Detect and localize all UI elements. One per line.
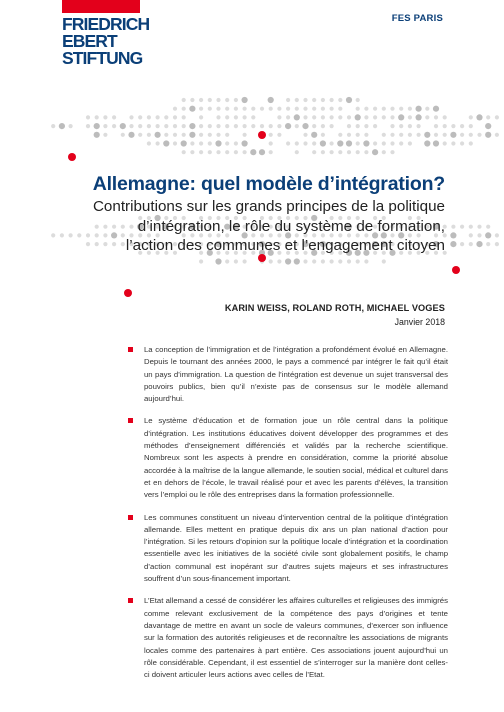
pattern-dot (269, 133, 273, 137)
pattern-dot (372, 149, 378, 155)
pattern-dot (433, 140, 439, 146)
pattern-dot (398, 114, 404, 120)
pattern-dot (312, 115, 316, 119)
pattern-dot (469, 141, 473, 145)
pattern-dot (330, 107, 334, 111)
pattern-dot (347, 259, 351, 263)
pattern-dot (434, 133, 438, 137)
pattern-dot (199, 98, 203, 102)
pattern-dot (382, 133, 386, 137)
red-square-bullet-icon (128, 418, 133, 423)
pattern-dot (173, 115, 177, 119)
pattern-dot (147, 133, 151, 137)
pattern-dot (155, 132, 161, 138)
pattern-dot (295, 107, 299, 111)
pattern-dot (443, 141, 447, 145)
pattern-dot (129, 115, 133, 119)
pattern-dot (485, 132, 491, 138)
summary-text: Les communes constituent un niveau d’intervention central de la politique d’intégration allemande. Elles mettent en pratique depuis dix ans un plan national d’action pour l’intégration. Si les retours d’opinion sur la politique locale d’intégration et la coordination essentielle avec les initiatives de la société civile sont globalement positifs, le champ d’action communal est inopérant sur d’autres sujets majeurs et ses infrastructures souffrent d’un sous-financement important. (144, 512, 448, 584)
summary-item (128, 344, 448, 405)
pattern-dot (460, 225, 464, 229)
pattern-dot (277, 115, 281, 119)
pattern-dot (286, 107, 290, 111)
pattern-dot-red (452, 266, 460, 274)
pattern-dot (225, 124, 229, 128)
pattern-dot (469, 225, 473, 229)
pattern-dot (156, 115, 160, 119)
pattern-dot (208, 107, 212, 111)
pattern-dot (363, 140, 369, 146)
pattern-dot (382, 259, 386, 263)
pattern-dot (190, 98, 194, 102)
pattern-dot (234, 141, 238, 145)
pattern-dot (269, 107, 273, 111)
pattern-dot (138, 124, 142, 128)
pattern-dot (138, 115, 142, 119)
pattern-dot (269, 259, 273, 263)
pattern-dot (434, 115, 438, 119)
pattern-dot (199, 107, 203, 111)
pattern-dot (356, 259, 360, 263)
pattern-dot (460, 124, 464, 128)
pattern-dot (208, 98, 212, 102)
pattern-dot (295, 98, 299, 102)
subtitle-line-2: d’intégration, le rôle du système de formation, (137, 217, 445, 235)
pattern-dot (173, 133, 177, 137)
pattern-dot (215, 258, 221, 264)
pattern-dot (242, 140, 248, 146)
pattern-dot (121, 133, 125, 137)
pattern-dot (495, 233, 499, 237)
pattern-dot (208, 141, 212, 145)
pattern-dot (286, 98, 290, 102)
pattern-dot (382, 107, 386, 111)
pattern-dot (199, 150, 203, 154)
pattern-dot (399, 141, 403, 145)
pattern-dot (330, 115, 334, 119)
pattern-dot (156, 141, 160, 145)
pattern-dot (443, 124, 447, 128)
pattern-dot (302, 123, 308, 129)
pattern-dot (355, 114, 361, 120)
pattern-dot (416, 106, 422, 112)
pattern-dot (243, 259, 247, 263)
pattern-dot-red (68, 153, 76, 161)
pattern-dot (434, 124, 438, 128)
pattern-dot (450, 232, 456, 238)
pattern-dot (269, 124, 273, 128)
pattern-dot (320, 140, 326, 146)
pattern-dot (373, 141, 377, 145)
pattern-dot (277, 259, 281, 263)
pattern-dot (95, 115, 99, 119)
pattern-dot (225, 115, 229, 119)
pattern-dot (69, 124, 73, 128)
pattern-dot (242, 97, 248, 103)
pattern-dot (469, 242, 473, 246)
pattern-dot (156, 124, 160, 128)
pattern-dot (251, 115, 255, 119)
pattern-dot (330, 98, 334, 102)
summary-text: L’Etat allemand a cessé de considérer les affaires culturelles et religieuses des immigrés comme relevant exclusivement de la compétence des pays d’origines et tente davantage de mettre en avant un socle de valeurs communes, d’exercer son influence sur la formation des autorités religieuses et de reconnaître les associations de migrants locales comme des partenaires à part entière. Ces associations jouent aujourd’hui un rôle considérable. Cependant, il est essentiel de s’interroger sur la manière dont celles-ci doivent articuler leurs actions avec celles de l’Etat. (144, 596, 448, 680)
pattern-dot (495, 133, 499, 137)
pattern-dot (346, 97, 352, 103)
pattern-dot (147, 115, 151, 119)
pattern-dot (408, 141, 412, 145)
pattern-dot (330, 259, 334, 263)
pattern-dot (312, 107, 316, 111)
pattern-dot (443, 115, 447, 119)
pattern-dot (259, 149, 265, 155)
pattern-dot (347, 115, 351, 119)
pattern-dot (451, 141, 455, 145)
pattern-dot (311, 132, 317, 138)
pattern-dot (469, 115, 473, 119)
pattern-dot (424, 132, 430, 138)
office-label: FES PARIS (391, 13, 443, 24)
pattern-dot (364, 124, 368, 128)
pattern-dot (303, 133, 307, 137)
pattern-dot (295, 124, 299, 128)
pattern-dot (356, 98, 360, 102)
pattern-dot (321, 133, 325, 137)
pattern-dot (321, 150, 325, 154)
pattern-dot (399, 124, 403, 128)
pattern-dot (199, 133, 203, 137)
pattern-dot (164, 115, 168, 119)
pattern-dot (216, 133, 220, 137)
pattern-dot (94, 132, 100, 138)
pattern-dot (312, 150, 316, 154)
pattern-dot (243, 133, 247, 137)
pattern-dot (476, 241, 482, 247)
pattern-dot (182, 98, 186, 102)
pattern-dot (390, 124, 394, 128)
pattern-dot-red (258, 131, 266, 139)
pattern-dot (486, 115, 490, 119)
pattern-dot (199, 115, 203, 119)
summary-item (128, 512, 448, 586)
pattern-dot (364, 150, 368, 154)
pattern-dot (450, 241, 456, 247)
pattern-dot (234, 124, 238, 128)
pattern-dot (189, 123, 195, 129)
pattern-dot (147, 124, 151, 128)
pattern-dot (286, 115, 290, 119)
pattern-dot (243, 115, 247, 119)
pattern-dot (477, 133, 481, 137)
pattern-dot (294, 258, 300, 264)
pattern-dot (234, 98, 238, 102)
pattern-dot (286, 141, 290, 145)
pattern-dot (382, 141, 386, 145)
summary-item (128, 595, 448, 681)
pattern-dot (303, 115, 307, 119)
pattern-dot (417, 133, 421, 137)
pattern-dot (312, 259, 316, 263)
pattern-dot (485, 232, 491, 238)
pattern-dot (182, 107, 186, 111)
pattern-dot (260, 107, 264, 111)
pattern-dot (216, 115, 220, 119)
pattern-dot (338, 98, 342, 102)
pattern-dot (303, 98, 307, 102)
pattern-dot (373, 124, 377, 128)
red-square-bullet-icon (128, 598, 133, 603)
pattern-dot (173, 124, 177, 128)
pattern-dot-red (124, 289, 132, 297)
pattern-dot (182, 124, 186, 128)
pattern-dot (269, 150, 273, 154)
pattern-dot (103, 124, 107, 128)
pattern-dot (321, 107, 325, 111)
pattern-dot (251, 124, 255, 128)
logo-line-2: EBERT (62, 31, 117, 51)
pattern-dot (59, 123, 65, 129)
pattern-dot (163, 140, 169, 146)
pattern-dot (364, 115, 368, 119)
pattern-dot (173, 141, 177, 145)
pattern-dot (312, 98, 316, 102)
pattern-dot (182, 133, 186, 137)
pattern-dot (356, 141, 360, 145)
pattern-dot (338, 107, 342, 111)
pattern-dot (112, 115, 116, 119)
pattern-dot (338, 150, 342, 154)
pattern-dot (408, 115, 412, 119)
pattern-dot (199, 124, 203, 128)
pattern-dot (425, 107, 429, 111)
pattern-dot (330, 141, 334, 145)
pattern-dot (469, 233, 473, 237)
pattern-dot (120, 123, 126, 129)
pattern-dot (225, 141, 229, 145)
pattern-dot (476, 114, 482, 120)
pattern-dot (390, 107, 394, 111)
pattern-dot (285, 123, 291, 129)
pattern-dot (417, 124, 421, 128)
pattern-dot (190, 150, 194, 154)
pattern-dot (338, 133, 342, 137)
pattern-dot (129, 124, 133, 128)
pattern-dot (112, 124, 116, 128)
pattern-dot (390, 150, 394, 154)
pattern-dot (215, 140, 221, 146)
pattern-dot (347, 133, 351, 137)
pattern-dot (86, 115, 90, 119)
pattern-dot (364, 107, 368, 111)
pattern-dot (469, 133, 473, 137)
pattern-dot (303, 141, 307, 145)
pattern-dot (469, 124, 473, 128)
pattern-dot (382, 115, 386, 119)
pattern-dot (189, 132, 195, 138)
pattern-dot (495, 242, 499, 246)
pattern-dot (356, 150, 360, 154)
pattern-dot (337, 140, 343, 146)
summary-text: La conception de l’immigration et de l’intégration a profondément évolué en Allemagne. Depuis le tournant des années 2000, le pays a commencé par intégrer le fait qu’il était un pays d’immigration. La question de l’intégration est devenue un sujet transversal des pouvoirs publics, bien qu’il n’existe pas de consensus sur le modèle allemand aujourd’hui. (144, 345, 448, 404)
pattern-dot (277, 107, 281, 111)
pattern-dot (225, 133, 229, 137)
pattern-dot (294, 114, 300, 120)
pattern-dot (373, 107, 377, 111)
pattern-dot (182, 150, 186, 154)
red-square-bullet-icon (128, 515, 133, 520)
pattern-dot (460, 242, 464, 246)
summary-list (128, 344, 448, 691)
pattern-dot (382, 150, 386, 154)
pattern-dot (295, 141, 299, 145)
pattern-dot (312, 141, 316, 145)
pattern-dot (216, 150, 220, 154)
pattern-dot (164, 133, 168, 137)
pattern-dot (234, 150, 238, 154)
pattern-dot (208, 124, 212, 128)
pattern-dot (416, 114, 422, 120)
pattern-dot (225, 150, 229, 154)
pattern-dot (251, 107, 255, 111)
pattern-dot (495, 115, 499, 119)
pattern-dot (199, 141, 203, 145)
pattern-dot (451, 124, 455, 128)
pattern-dot (364, 133, 368, 137)
pattern-dot (243, 107, 247, 111)
pattern-dot (216, 98, 220, 102)
pattern-dot (486, 242, 490, 246)
pattern-dot (147, 141, 151, 145)
pattern-dot (216, 107, 220, 111)
subtitle-line-1: Contributions sur les grands principes de la politique (92, 198, 445, 215)
pattern-dot (450, 132, 456, 138)
pattern-dot (208, 150, 212, 154)
pattern-dot (390, 141, 394, 145)
pattern-dot (103, 133, 107, 137)
pattern-dot (347, 150, 351, 154)
pattern-dot (399, 133, 403, 137)
pattern-dot (373, 115, 377, 119)
pattern-dot (295, 150, 299, 154)
summary-text: Le système d’éducation et de formation joue un rôle central dans la politique d’intégration. Les institutions éducatives doivent développer des programmes et des méthodes d’enseignement différenciés et validés par la recherche scientifique. Nombreux sont les aspects à prendre en considération, comme la priorité absolue accordée à la maîtrise de la langue allemande, le soutien social, médical et culturel dans et en dehors de l’école, le travail réalisé pour et avec les parents d’élèves, la transition vers l’emploi ou le rôle des entreprises dans la formation professionnelle. (144, 416, 448, 500)
document-title: Allemagne: quel modèle d’intégration? (92, 173, 445, 195)
pattern-dot (356, 133, 360, 137)
pattern-dot (234, 259, 238, 263)
pattern-dot (460, 133, 464, 137)
pattern-dot (346, 140, 352, 146)
pattern-dot (321, 98, 325, 102)
pattern-dot (303, 259, 307, 263)
logo-line-1: FRIEDRICH (62, 14, 150, 34)
pattern-dot (173, 107, 177, 111)
pattern-dot (234, 107, 238, 111)
pattern-dot (51, 124, 55, 128)
pattern-dot (268, 97, 274, 103)
pattern-dot (103, 115, 107, 119)
pattern-dot (164, 124, 168, 128)
pattern-dot (364, 259, 368, 263)
pattern-dot (128, 132, 134, 138)
pattern-dot (433, 106, 439, 112)
pattern-dot (138, 133, 142, 137)
pattern-dot (477, 225, 481, 229)
pattern-dot (260, 124, 264, 128)
pattern-dot (486, 225, 490, 229)
pattern-dot (408, 107, 412, 111)
pattern-dot (485, 123, 491, 129)
publication-date: Janvier 2018 (394, 317, 445, 327)
pattern-dot (216, 124, 220, 128)
pattern-dot (390, 115, 394, 119)
pattern-dot (330, 150, 334, 154)
pattern-dot (243, 150, 247, 154)
pattern-dot (250, 149, 256, 155)
authors: KARIN WEISS, ROLAND ROTH, MICHAEL VOGES (224, 303, 445, 313)
pattern-dot (225, 259, 229, 263)
logo-line-3: STIFTUNG (62, 48, 143, 68)
pattern-dot (243, 124, 247, 128)
pattern-dot (277, 133, 281, 137)
pattern-dot (321, 259, 325, 263)
pattern-dot (338, 115, 342, 119)
pattern-dot (338, 259, 342, 263)
pattern-dot (182, 115, 186, 119)
pattern-dot (408, 124, 412, 128)
pattern-dot (321, 115, 325, 119)
pattern-dot (425, 115, 429, 119)
document-subtitle (45, 197, 445, 256)
pattern-dot (285, 258, 291, 264)
pattern-dot (234, 115, 238, 119)
red-square-bullet-icon (128, 347, 133, 352)
pattern-dot (303, 107, 307, 111)
pattern-dot (181, 140, 187, 146)
pattern-dot (190, 141, 194, 145)
pattern-dot (312, 124, 316, 128)
pattern-dot (225, 107, 229, 111)
pattern-dot (451, 225, 455, 229)
pattern-dot (347, 124, 351, 128)
summary-item (128, 415, 448, 501)
pattern-dot (399, 107, 403, 111)
pattern-dot (408, 133, 412, 137)
pattern-dot (460, 141, 464, 145)
pattern-dot (94, 123, 100, 129)
pattern-dot (277, 124, 281, 128)
pattern-dot (390, 133, 394, 137)
pattern-dot (443, 133, 447, 137)
pattern-dot (477, 233, 481, 237)
pattern-dot (424, 140, 430, 146)
pattern-dot (356, 107, 360, 111)
pattern-dot (321, 124, 325, 128)
pattern-dot (199, 259, 203, 263)
pattern-dot (86, 124, 90, 128)
subtitle-line-3: l’action des communes et l’engagement citoyen (125, 237, 445, 254)
pattern-dot (269, 141, 273, 145)
pattern-dot (225, 98, 229, 102)
pattern-dot (189, 106, 195, 112)
pattern-dot (330, 124, 334, 128)
pattern-dot (356, 124, 360, 128)
pattern-dot (208, 133, 212, 137)
